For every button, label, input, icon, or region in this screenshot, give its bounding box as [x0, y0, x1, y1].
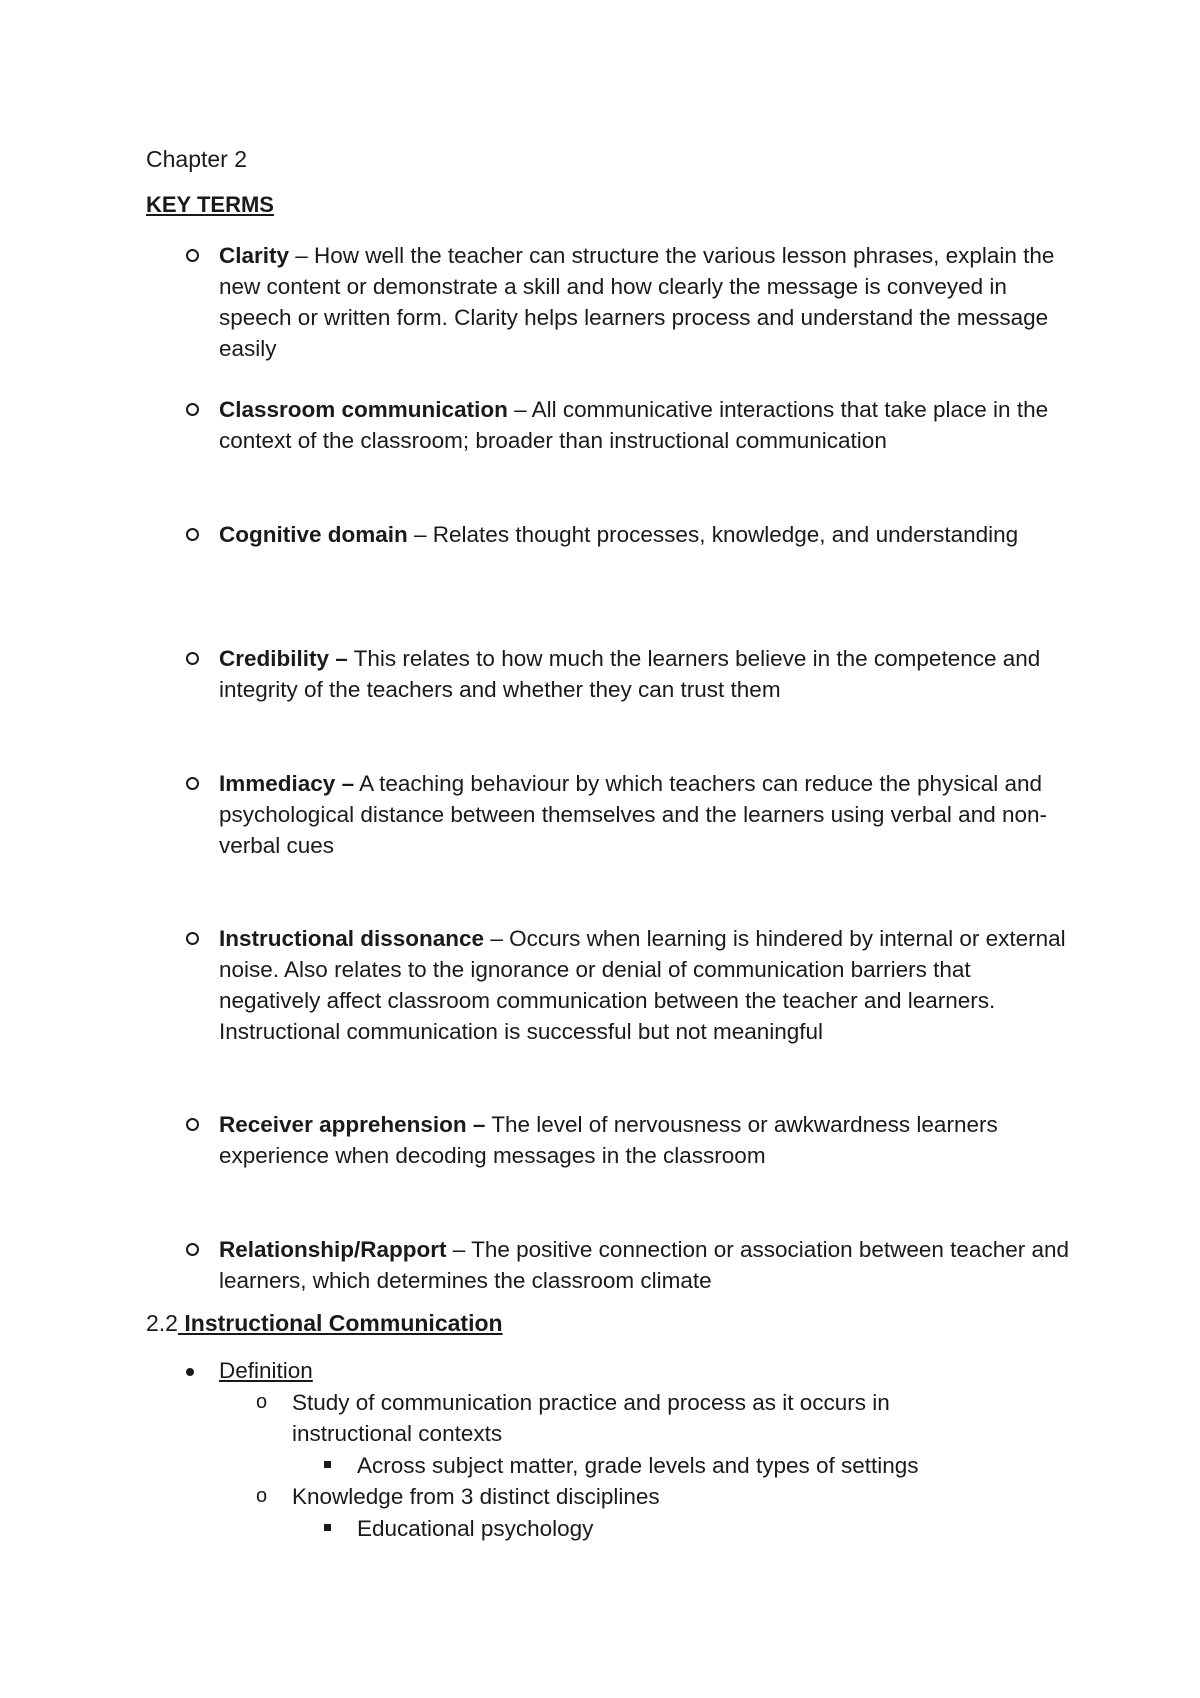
hollow-bullet-icon: o	[256, 1485, 268, 1507]
key-terms-heading: KEY TERMS	[146, 192, 274, 217]
subsubitem-text: Educational psychology	[357, 1516, 594, 1541]
term-definition: A teaching behaviour by which teachers can reduce the physical and psychological distance between themselves and the learners using verbal and non-verbal cues	[219, 771, 1048, 858]
circle-bullet-icon	[186, 1118, 199, 1131]
term-text	[219, 643, 1069, 705]
definition-label: Definition	[219, 1358, 313, 1383]
term-text	[219, 1109, 1069, 1171]
term-text	[219, 240, 1069, 364]
term-name: Instructional dissonance	[219, 926, 485, 951]
term-text	[219, 1234, 1069, 1296]
term-text	[219, 519, 1069, 550]
term-definition: – All communicative interactions that take place in the context of the classroom; broader than instructional communication	[219, 397, 1049, 453]
list-subsubitem	[357, 1513, 997, 1544]
square-bullet-icon	[324, 1524, 331, 1531]
term-definition: – The positive connection or association between teacher and learners, which determines the classroom climate	[219, 1237, 1070, 1293]
circle-bullet-icon	[186, 403, 199, 416]
subsubitem-text: Across subject matter, grade levels and types of settings	[357, 1453, 919, 1478]
filled-bullet-icon	[186, 1368, 194, 1376]
term-text	[219, 768, 1069, 861]
section-heading	[146, 1310, 503, 1337]
term-definition: The level of nervousness or awkwardness learners experience when decoding messages in the classroom	[219, 1112, 998, 1168]
term-name: Clarity	[219, 243, 290, 268]
subitem-text: Study of communication practice and process as it occurs in instructional contexts	[292, 1390, 890, 1446]
list-subsubitem	[357, 1450, 997, 1481]
list-item-definition	[219, 1358, 313, 1384]
term-name: Relationship/Rapport	[219, 1237, 447, 1262]
term-name: Classroom communication	[219, 397, 508, 422]
circle-bullet-icon	[186, 1243, 199, 1256]
term-definition: – How well the teacher can structure the various lesson phrases, explain the new content or demonstrate a skill and how clearly the message is conveyed in speech or written form. Clarity helps learners process and understand the message easily	[219, 243, 1055, 361]
list-subitem	[256, 1481, 972, 1512]
term-name: Immediacy –	[219, 771, 355, 796]
hollow-bullet-icon: o	[256, 1391, 268, 1413]
term-name: Cognitive domain	[219, 522, 408, 547]
term-definition: – Occurs when learning is hindered by internal or external noise. Also relates to the ignorance or denial of communication barriers that negatively affect classroom communication between the teacher and learners. Instructional communication is successful but not meaningful	[219, 926, 1066, 1044]
term-text	[219, 394, 1069, 456]
section-title: Instructional Communication	[177, 1310, 503, 1336]
circle-bullet-icon	[186, 528, 199, 541]
circle-bullet-icon	[186, 652, 199, 665]
section-number: 2.2	[146, 1310, 178, 1336]
term-name: Credibility –	[219, 646, 348, 671]
list-subitem	[256, 1387, 972, 1449]
square-bullet-icon	[324, 1461, 331, 1468]
term-definition: This relates to how much the learners believe in the competence and integrity of the teachers and whether they can trust them	[219, 646, 1041, 702]
term-text	[219, 923, 1069, 1047]
term-name: Receiver apprehension –	[219, 1112, 486, 1137]
subitem-text: Knowledge from 3 distinct disciplines	[292, 1484, 660, 1509]
circle-bullet-icon	[186, 777, 199, 790]
chapter-label: Chapter 2	[146, 146, 248, 172]
term-definition: – Relates thought processes, knowledge, and understanding	[407, 522, 1019, 547]
circle-bullet-icon	[186, 932, 199, 945]
circle-bullet-icon	[186, 249, 199, 262]
